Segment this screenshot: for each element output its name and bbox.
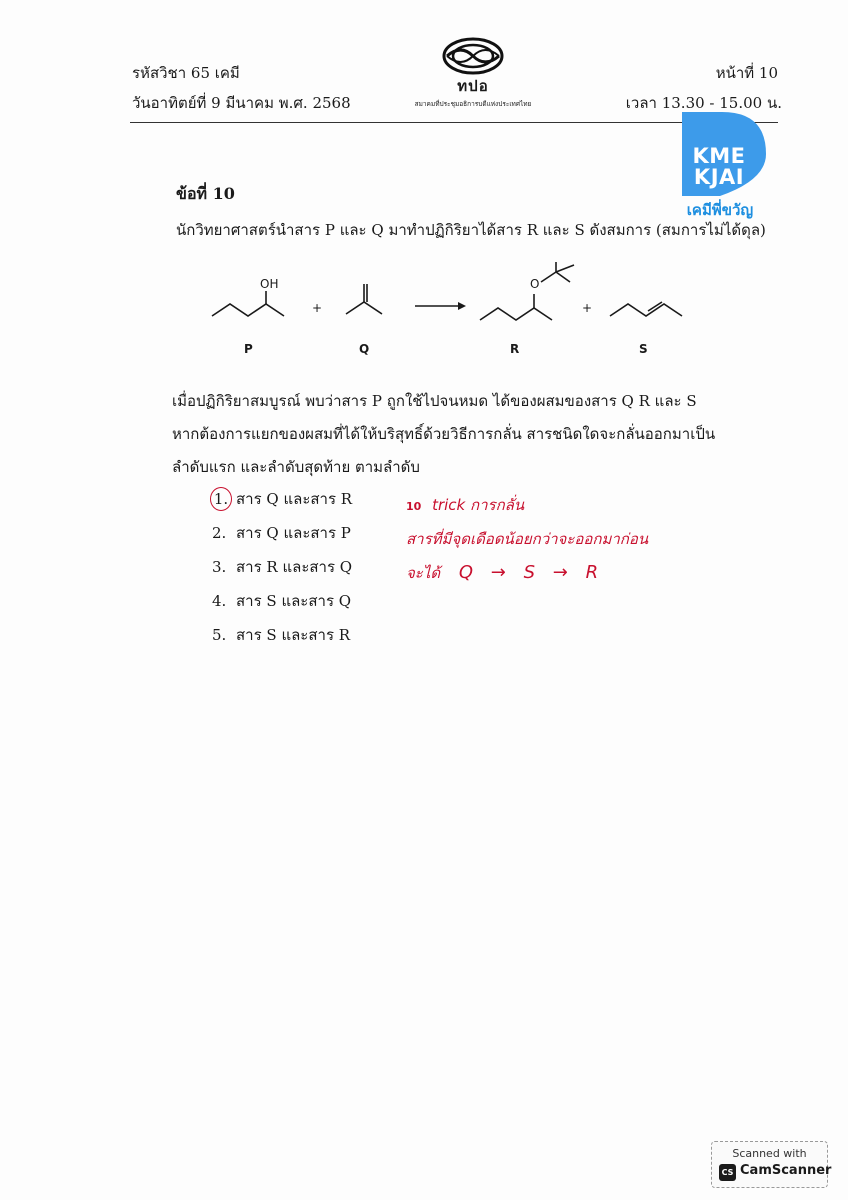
structure-Q [346,302,382,314]
choice-5 [212,618,352,652]
label-R: R [510,342,520,356]
oh-label: OH [260,277,279,291]
note-bullet: 10 [406,500,422,513]
distillation-sequence: Q → S → R [458,562,605,583]
choice-1 [212,482,352,516]
choice-text: สาร S และสาร Q [236,592,352,610]
choice-number: 4. [212,592,227,610]
choice-number: 5. [212,626,227,644]
handwritten-notes [406,488,648,590]
choice-number: 1. [210,487,232,511]
label-P: P [244,342,253,356]
choice-number: 2. [212,524,227,542]
answer-choices [212,482,352,652]
note-line-2: สารที่มีจุดเดือดน้อยกว่าจะออกมาก่อน [406,530,649,548]
choice-text: สาร Q และสาร R [236,490,353,508]
camscanner-watermark: Scanned with CS CamScanner [711,1141,828,1188]
header-left [132,58,351,118]
structure-S [610,304,682,316]
label-Q: Q [359,342,370,356]
choice-2 [212,516,352,550]
choice-text: สาร Q และสาร P [236,524,351,542]
tpo-logo [408,36,538,109]
note-line-1: 10 trick การกลั่น [406,496,525,514]
note-line-3: จะได้ Q → S → R [406,562,605,583]
ether-o-label: O [530,277,540,291]
camscanner-logo-icon: CS [719,1164,736,1181]
choice-4 [212,584,352,618]
question-text: นักวิทยาศาสตร์นำสาร P และ Q มาทำปฏิกิริยาได้สาร R และ S ดังสมการ (สมการไม่ได้ดุล) [176,221,766,239]
label-S: S [639,342,648,356]
question-paragraph: เมื่อปฏิกิริยาสมบูรณ์ พบว่าสาร P ถูกใช้ไปจนหมด ได้ของผสมของสาร Q R และ S หากต้องการแยกของผสมที่ได้ให้บริสุทธิ์ด้วยวิธีการกลั่น สารชนิดใดจะกลั่นออกมาเป็น ลำดับแรก และลำดับสุดท้าย ตามลำดับ [172,392,716,476]
subject-code: รหัสวิชา 65 เคมี [132,64,240,82]
choice-number: 3. [212,558,227,576]
tpo-emblem-icon [441,36,505,76]
question-title: ข้อที่ 10 [176,184,235,203]
exam-date: วันอาทิตย์ที่ 9 มีนาคม พ.ศ. 2568 [132,94,351,112]
badge-thai-name: เคมีพี่ขวัญ [686,201,754,219]
kme-kjai-badge [672,108,768,220]
choice-text: สาร R และสาร Q [236,558,353,576]
structure-R [480,308,552,320]
exam-time: เวลา 13.30 - 15.00 น. [625,94,782,112]
logo-abbreviation: ทปอ [457,77,489,95]
reaction-arrow [458,302,466,310]
page-number: หน้าที่ 10 [715,64,778,82]
reaction-scheme [200,262,700,362]
choice-text: สาร S และสาร R [236,626,351,644]
logo-full-name: สมาคมที่ประชุมอธิการบดีแห่งประเทศไทย [414,100,532,108]
structure-P [212,304,284,316]
choice-3 [212,550,352,584]
badge-text: KME KJAI [692,144,746,189]
plus-2: + [582,301,593,315]
plus-1: + [312,301,323,315]
